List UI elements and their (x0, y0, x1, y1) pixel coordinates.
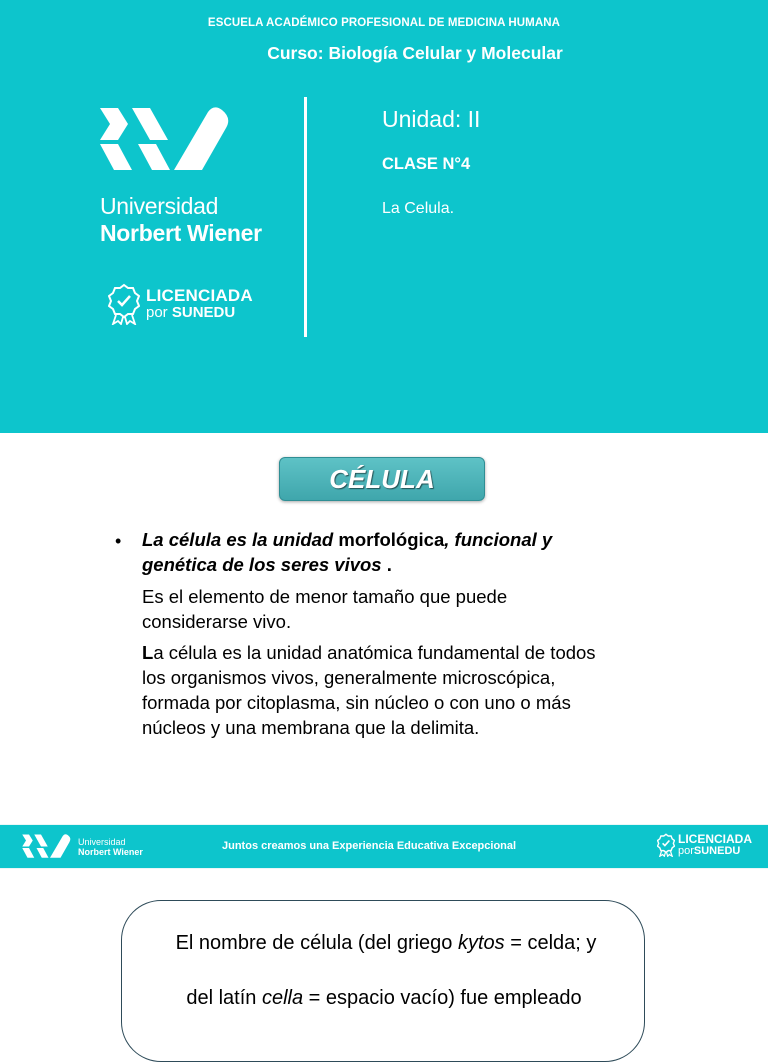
etymology-greek-word: kytos (457, 932, 505, 954)
etymology-line1 (2, 932, 768, 955)
license-seal-icon (108, 283, 140, 325)
footer-license-badge (657, 833, 752, 857)
etymology-latin-word: cella (261, 987, 304, 1009)
university-name-line1: Universidad (100, 193, 219, 219)
license-line1: LICENCIADA (146, 286, 253, 305)
divider-line (304, 97, 307, 337)
class-number: CLASE N°4 (382, 155, 471, 173)
etymology-line2-c: = espacio vacío) fue empleado (303, 987, 582, 1009)
footer-license-line2 (678, 845, 752, 857)
footer-university-line1: Universidad (78, 837, 126, 847)
license-line2 (146, 304, 253, 321)
footer-university-line2: Norbert Wiener (78, 847, 143, 857)
slide-title: CÉLULA (329, 463, 435, 494)
license-badge (108, 283, 253, 325)
paragraph-definition (142, 527, 612, 577)
footer-banner (0, 824, 768, 869)
footer-license-prefix: por (678, 845, 694, 857)
unit-label: Unidad: II (382, 106, 481, 132)
license-brand: SUNEDU (171, 304, 236, 321)
definition-part2: morfológica (333, 529, 445, 550)
license-prefix: por (146, 304, 168, 321)
paragraph-body: a célula es la unidad anatómica fundamental de todos los organismos vivos, generalmente microscópica, formada por citoplasma, sin núcleo o con uno o más núcleos y una membrana que la delimita. (142, 642, 596, 738)
etymology-line2 (0, 987, 768, 1010)
school-name: ESCUELA ACADÉMICO PROFESIONAL DE MEDICINA HUMANA (207, 17, 561, 29)
bullet-icon: • (115, 531, 122, 551)
footer-university-name (78, 837, 143, 857)
university-logo-icon (98, 104, 234, 176)
course-title: Curso: Biología Celular y Molecular (267, 43, 563, 63)
definition-part3: , funcional y genética de los seres vivos (142, 529, 553, 575)
university-name-line2: Norbert Wiener (100, 220, 262, 246)
title-slide (0, 0, 768, 433)
definition-part1: La célula es la unidad (142, 529, 334, 550)
etymology-line1-a: El nombre de célula (del griego (175, 932, 458, 954)
etymology-line1-c: = celda; y (504, 932, 597, 954)
university-name (100, 193, 262, 247)
footer-license-line1: LICENCIADA (678, 832, 752, 846)
university-logo-icon (20, 833, 74, 860)
etymology-line2-a: del latín (186, 987, 262, 1009)
rounded-text-box (121, 900, 645, 1062)
footer-slogan: Juntos creamos una Experiencia Educativa Excepcional (222, 840, 517, 852)
paragraph-smallest-element: Es el elemento de menor tamaño que puede considerarse vivo. (142, 586, 508, 632)
footer-license-brand: SUNEDU (693, 845, 741, 857)
definition-part4: . (381, 554, 392, 575)
paragraph-anatomical-unit (142, 640, 622, 740)
paragraph-initial: L (142, 642, 154, 663)
slide-title-box (279, 457, 485, 501)
class-topic: La Celula. (382, 200, 455, 217)
license-seal-icon (657, 833, 675, 857)
